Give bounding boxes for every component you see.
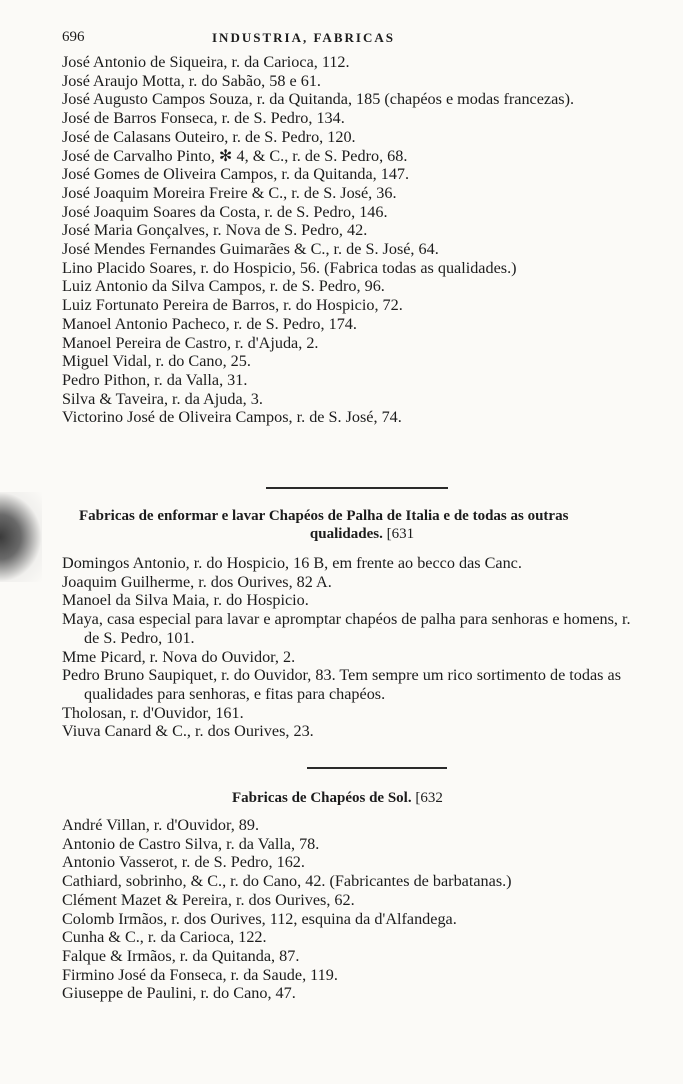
section-title-umbrellas — [232, 789, 632, 807]
section-divider — [266, 487, 448, 489]
list-entry: Firmino José da Fonseca, r. da Saude, 119. — [62, 965, 338, 984]
section-divider — [307, 767, 447, 769]
list-entry: Antonio Vasserot, r. de S. Pedro, 162. — [62, 853, 305, 872]
list-entry: José de Carvalho Pinto, ✻ 4, & C., r. de S. Pedro, 68. — [62, 146, 408, 165]
section-title-straw-hats — [79, 507, 645, 543]
binding-edge-shadow — [0, 492, 42, 582]
list-entry: Luiz Antonio da Silva Campos, r. de S. Pedro, 96. — [62, 277, 385, 296]
straw-hat-factories-list — [62, 554, 646, 741]
section-title-text: Fabricas de Chapéos de Sol. — [232, 790, 412, 806]
list-entry: Tholosan, r. d'Ouvidor, 161. — [62, 703, 244, 722]
list-entry: Clément Mazet & Pereira, r. dos Ourives, 62. — [62, 890, 355, 909]
list-entry: Viuva Canard & C., r. dos Ourives, 23. — [62, 722, 314, 741]
list-entry: Joaquim Guilherme, r. dos Ourives, 82 A. — [62, 572, 332, 591]
list-entry: Domingos Antonio, r. do Hospicio, 16 B, em frente ao becco das Canc. — [62, 554, 522, 572]
list-entry: Manoel Pereira de Castro, r. d'Ajuda, 2. — [62, 333, 319, 352]
list-entry: Victorino José de Oliveira Campos, r. de S. José, 74. — [62, 408, 402, 427]
list-entry: Mme Picard, r. Nova do Ouvidor, 2. — [62, 647, 296, 666]
list-entry: José Antonio de Siqueira, r. da Carioca, 112. — [62, 53, 350, 71]
list-entry: Colomb Irmãos, r. dos Ourives, 112, esquina da d'Alfandega. — [62, 909, 457, 928]
list-entry: Miguel Vidal, r. do Cano, 25. — [62, 352, 251, 371]
umbrella-factories-list — [62, 816, 646, 1003]
page-header — [62, 29, 652, 51]
list-entry: Giuseppe de Paulini, r. do Cano, 47. — [62, 984, 296, 1003]
list-entry: José Joaquim Moreira Freire & C., r. de S. José, 36. — [62, 183, 397, 202]
list-entry: José Maria Gonçalves, r. Nova de S. Pedro, 42. — [62, 221, 368, 240]
running-head: INDUSTRIA, FABRICAS — [212, 30, 395, 45]
list-entry: Manoel da Silva Maia, r. do Hospicio. — [62, 591, 309, 610]
section-title-text: qualidades. — [309, 526, 383, 542]
list-entry: José de Calasans Outeiro, r. de S. Pedro, 120. — [62, 127, 356, 146]
list-entry: Pedro Bruno Saupiquet, r. do Ouvidor, 83. Tem sempre um rico sortimento de todas as qualidades para senhoras, e fitas para chapéos. — [62, 666, 622, 703]
section-ref: [632 — [415, 790, 443, 806]
list-entry: Falque & Irmãos, r. da Quitanda, 87. — [62, 946, 300, 965]
section-title-line2 — [79, 525, 645, 543]
list-entry: Lino Placido Soares, r. do Hospicio, 56. (Fabrica todas as qualidades.) — [62, 258, 517, 277]
section-title-line1: Fabricas de enformar e lavar Chapéos de Palha de Italia e de todas as outras — [79, 508, 569, 524]
hat-makers-list — [62, 53, 646, 427]
list-entry: Cunha & C., r. da Carioca, 122. — [62, 928, 267, 947]
list-entry: José Araujo Motta, r. do Sabão, 58 e 61. — [62, 71, 321, 90]
list-entry: André Villan, r. d'Ouvidor, 89. — [62, 816, 260, 834]
list-entry: Silva & Taveira, r. da Ajuda, 3. — [62, 389, 263, 408]
list-entry: José Joaquim Soares da Costa, r. de S. Pedro, 146. — [62, 202, 388, 221]
list-entry: José Gomes de Oliveira Campos, r. da Quitanda, 147. — [62, 165, 410, 184]
list-entry: Maya, casa especial para lavar e apromptar chapéos de palha para senhoras e homens, r. de S. Pedro, 101. — [62, 610, 631, 647]
list-entry: José de Barros Fonseca, r. de S. Pedro, 134. — [62, 109, 345, 128]
list-entry: José Augusto Campos Souza, r. da Quitanda, 185 (chapéos e modas francezas). — [62, 90, 575, 109]
list-entry: Luiz Fortunato Pereira de Barros, r. do Hospicio, 72. — [62, 296, 403, 315]
page-number: 696 — [62, 29, 85, 45]
list-entry: José Mendes Fernandes Guimarães & C., r. de S. José, 64. — [62, 240, 439, 259]
list-entry: Antonio de Castro Silva, r. da Valla, 78. — [62, 834, 320, 853]
section-ref: [631 — [386, 526, 415, 542]
list-entry: Cathiard, sobrinho, & C., r. do Cano, 42. (Fabricantes de barbatanas.) — [62, 872, 512, 891]
list-entry: Manoel Antonio Pacheco, r. de S. Pedro, 174. — [62, 314, 357, 333]
list-entry: Pedro Pithon, r. da Valla, 31. — [62, 370, 248, 389]
